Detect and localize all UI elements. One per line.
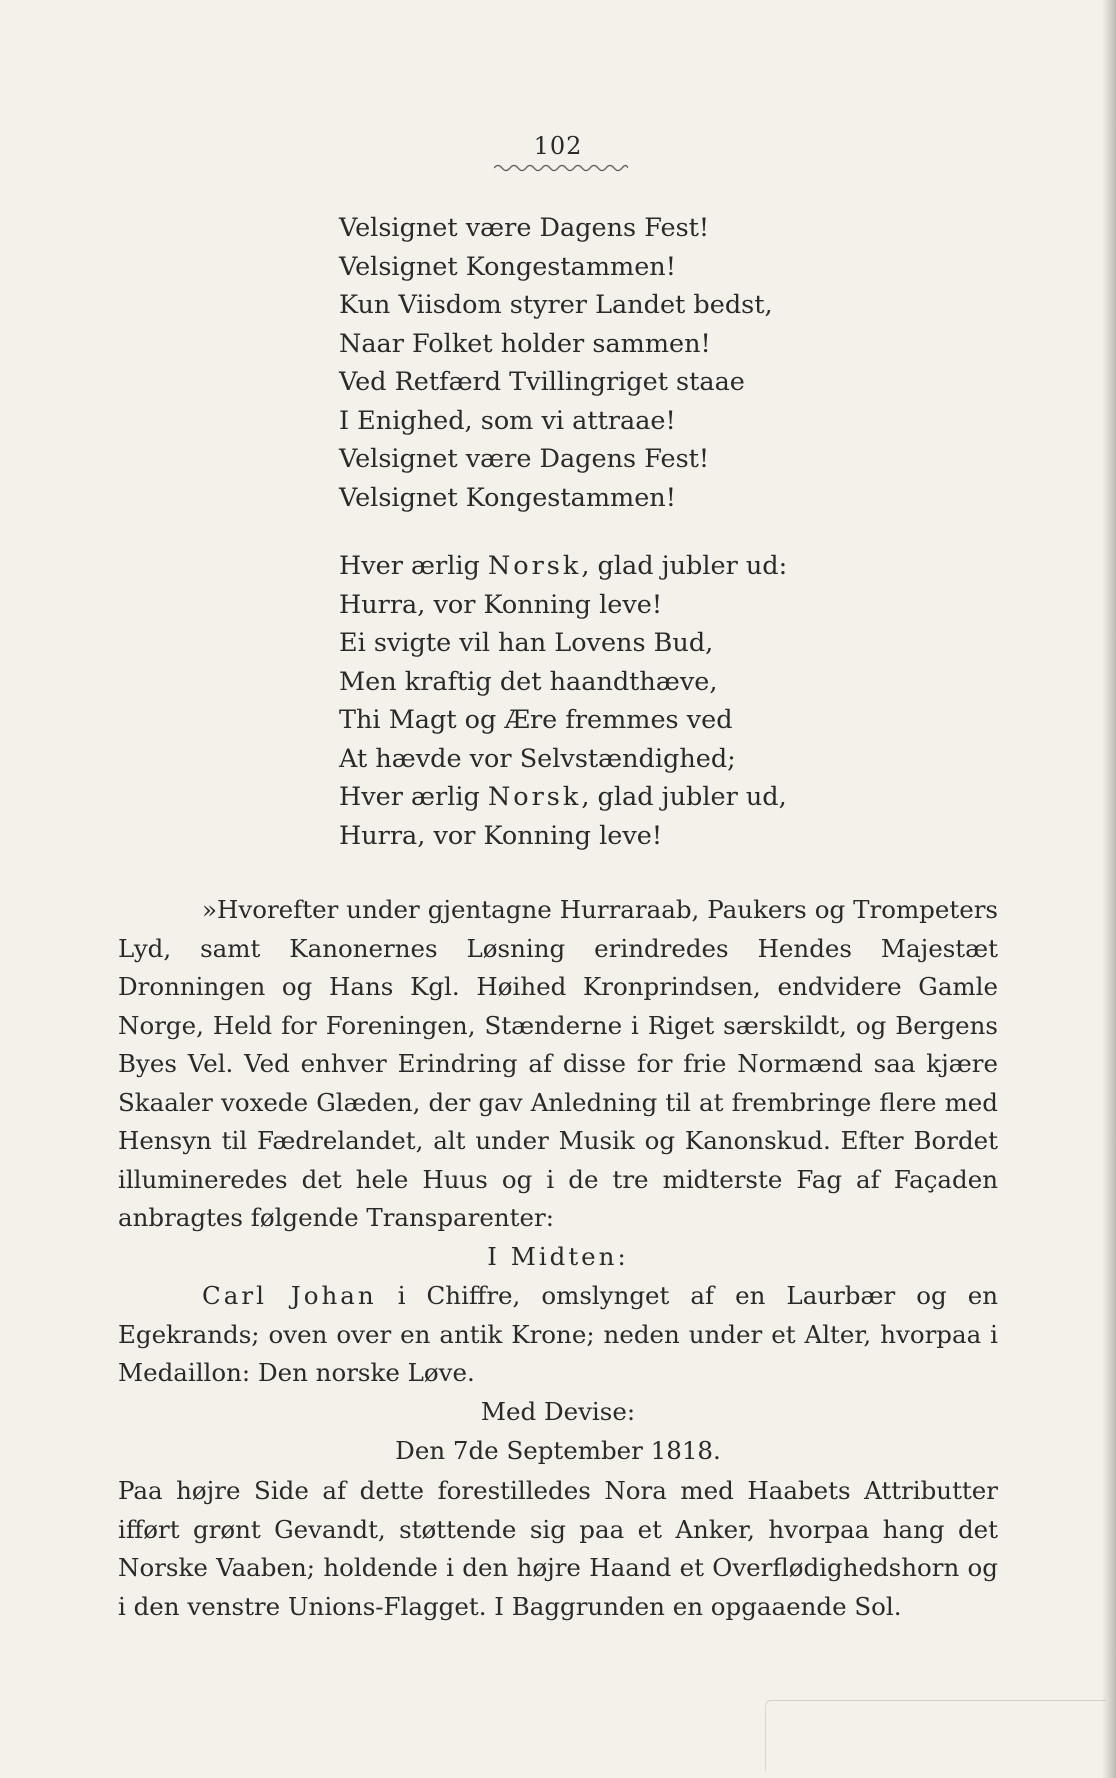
- stanza-line: [339, 547, 787, 586]
- stanza-line: Hurra, vor Konning leve!: [339, 820, 663, 851]
- stanza-line: Ved Retfærd Tvillingriget staae: [339, 367, 745, 397]
- paragraph-text: Paa højre Side af dette forestilledes Nora med Haabets Attributter ifført grønt Gevandt, støttende sig paa et Anker, hvorpaa hang det Norske Vaaben; holdende i den højre Haand et Overflødighedshorn og i den venstre Unions-Flagget. I Baggrunden en opgaaende Sol.: [118, 1476, 998, 1621]
- stanza-line: Ei svigte vil han Lovens Bud,: [339, 628, 714, 658]
- text-run: , glad jubler ud:: [581, 551, 788, 581]
- paper-smudge: [765, 1700, 1106, 1771]
- page-edge-shadow: [1102, 0, 1116, 1778]
- text-run: i Chiffre, omslynget af en Laurbær og en Egekrands; oven over en antik Krone; neden under et Alter, hvorpaa i Medaillon: Den norske Løve.: [118, 1281, 998, 1387]
- stanza-line: Velsignet Kongestammen!: [339, 482, 676, 513]
- stanza-line: Velsignet Kongestammen!: [339, 251, 676, 282]
- stanza-line: Naar Folket holder sammen!: [339, 328, 711, 359]
- page-number: 102: [533, 132, 583, 160]
- spaced-word: Norsk: [487, 551, 582, 581]
- paragraph-text: »Hvorefter under gjentagne Hurraraab, Paukers og Trompeters Lyd, samt Kanonernes Løsning erindredes Hendes Majestæt Dronningen og Hans Kgl. Høihed Kronprindsen, endvidere Gamle Norge, Held for Foreningen, Stænderne i Riget særskildt, og Bergens Byes Vel. Ved enhver Erindring af disse for frie Normænd saa kjære Skaaler voxede Glæden, der gav Anledning til at frembringe flere med Hensyn til Fædrelandet, alt under Musik og Kanonskud. Efter Bordet illumineredes det hele Huus og i de tre midterste Fag af Façaden anbragtes følgende Transparenter:: [118, 895, 998, 1232]
- spaced-word: Norsk: [487, 782, 582, 812]
- body-paragraph-3: [118, 1472, 998, 1626]
- stanza-line: Men kraftig det haandthæve,: [339, 666, 718, 697]
- stanza-line: Kun Viisdom styrer Landet bedst,: [339, 290, 773, 320]
- text-run: , glad jubler ud,: [581, 782, 787, 812]
- body-paragraph-2: [118, 1277, 998, 1393]
- devise-date: Den 7de September 1818.: [395, 1436, 721, 1465]
- text-run: Hver ærlig: [339, 782, 488, 812]
- stanza-line: Velsignet være Dagens Fest!: [339, 213, 710, 243]
- heading-midten: I Midten:: [487, 1242, 629, 1271]
- stanza-line: Hurra, vor Konning leve!: [339, 589, 663, 620]
- poem-stanza-2: [339, 547, 787, 855]
- stanza-line: Thi Magt og Ære fremmes ved: [339, 705, 733, 735]
- poem-stanza-1: [339, 209, 773, 517]
- stanza-line: [339, 778, 787, 817]
- body-paragraph-1: [118, 891, 998, 1238]
- paragraph-text: [118, 1277, 998, 1393]
- stanza-line: At hævde vor Selvstændighed;: [339, 743, 736, 774]
- text-run: Hver ærlig: [339, 551, 488, 581]
- devise-label: Med Devise:: [480, 1397, 636, 1426]
- stanza-line: Velsignet være Dagens Fest!: [339, 444, 710, 474]
- stanza-line: I Enighed, som vi attraae!: [339, 405, 676, 436]
- spaced-name: Carl Johan: [202, 1281, 377, 1310]
- wavy-rule-ornament: [494, 162, 628, 174]
